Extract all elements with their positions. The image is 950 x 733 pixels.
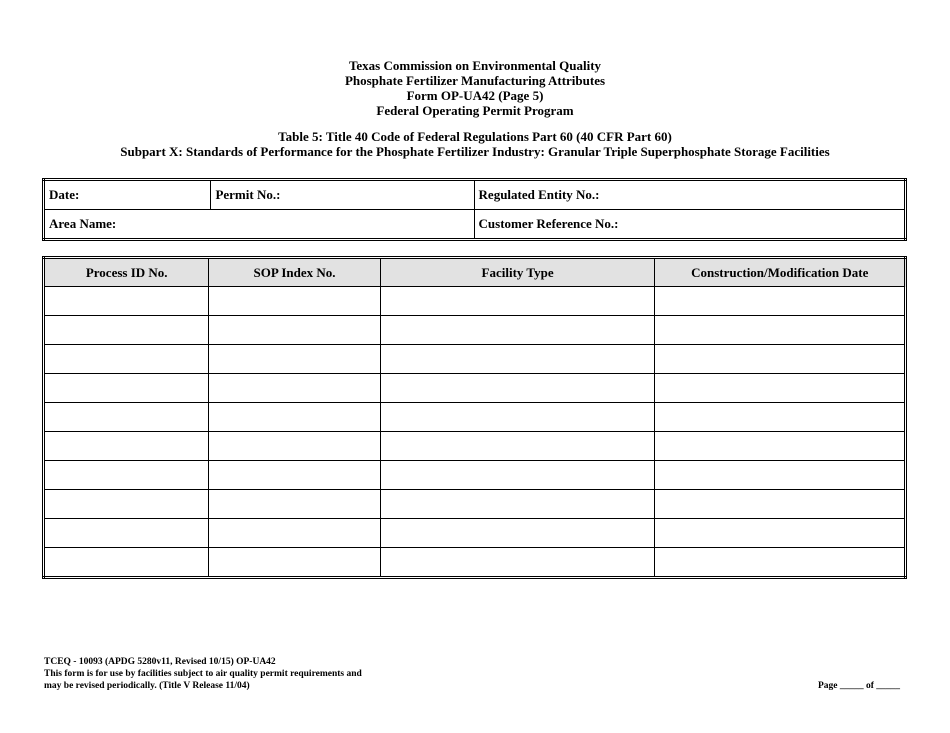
form-id-line: TCEQ - 10093 (APDG 5280v11, Revised 10/15) OP-UA42 (44, 657, 276, 667)
page-number: Page _____ of _____ (818, 681, 901, 691)
sop-index-cell[interactable] (209, 461, 380, 490)
facility-type-cell[interactable] (380, 490, 655, 519)
process-id-cell[interactable] (44, 461, 209, 490)
form-revision-line: may be revised periodically. (Title V Release 11/04) (44, 681, 250, 691)
table-row (44, 461, 906, 490)
table-row (44, 374, 906, 403)
table-row (44, 548, 906, 578)
sop-index-cell[interactable] (209, 345, 380, 374)
customer-reference-field[interactable] (474, 210, 905, 240)
area-name-label: Area Name: (49, 216, 117, 231)
customer-reference-label: Customer Reference No.: (478, 216, 619, 231)
table-row (44, 432, 906, 461)
sop-index-cell[interactable] (209, 432, 380, 461)
form-subject: Phosphate Fertilizer Manufacturing Attributes (344, 73, 606, 88)
subpart-title: Subpart X: Standards of Performance for the Phosphate Fertilizer Industry: Granular Triple Superphosphate Storage Facilities (120, 144, 830, 159)
sop-index-cell[interactable] (209, 519, 380, 548)
table-row (44, 287, 906, 316)
table-title: Table 5: Title 40 Code of Federal Regulations Part 60 (40 CFR Part 60) (278, 129, 672, 144)
sop-index-cell[interactable] (209, 287, 380, 316)
process-id-cell[interactable] (44, 548, 209, 578)
facility-type-cell[interactable] (380, 461, 655, 490)
process-id-cell[interactable] (44, 403, 209, 432)
table-header-row (44, 258, 906, 287)
facility-type-cell[interactable] (380, 287, 655, 316)
construction-date-cell[interactable] (655, 287, 906, 316)
facility-type-cell[interactable] (380, 345, 655, 374)
construction-date-cell[interactable] (655, 345, 906, 374)
construction-date-cell[interactable] (655, 432, 906, 461)
facility-type-cell[interactable] (380, 374, 655, 403)
regulated-entity-label: Regulated Entity No.: (478, 187, 600, 202)
column-header-sop-index: SOP Index No. (209, 258, 380, 287)
table-row (44, 519, 906, 548)
process-id-cell[interactable] (44, 316, 209, 345)
info-table (42, 178, 907, 241)
construction-date-cell[interactable] (655, 548, 906, 578)
regulated-entity-field[interactable] (474, 180, 905, 210)
permit-field[interactable] (211, 180, 474, 210)
facility-type-cell[interactable] (380, 403, 655, 432)
construction-date-cell[interactable] (655, 490, 906, 519)
construction-date-cell[interactable] (655, 403, 906, 432)
column-header-construction-date: Construction/Modification Date (655, 258, 906, 287)
sop-index-cell[interactable] (209, 374, 380, 403)
process-id-cell[interactable] (44, 287, 209, 316)
table-row (44, 490, 906, 519)
form-header (0, 58, 950, 159)
form-footer (44, 656, 362, 692)
program-name: Federal Operating Permit Program (376, 103, 574, 118)
facility-type-cell[interactable] (380, 519, 655, 548)
table-row (44, 403, 906, 432)
column-header-facility-type: Facility Type (380, 258, 655, 287)
table-row (44, 345, 906, 374)
construction-date-cell[interactable] (655, 519, 906, 548)
facility-table (42, 256, 907, 579)
sop-index-cell[interactable] (209, 548, 380, 578)
table-row (44, 316, 906, 345)
column-header-process-id: Process ID No. (44, 258, 209, 287)
permit-label: Permit No.: (215, 187, 281, 202)
facility-type-cell[interactable] (380, 548, 655, 578)
date-label: Date: (49, 187, 80, 202)
facility-type-cell[interactable] (380, 432, 655, 461)
facility-type-cell[interactable] (380, 316, 655, 345)
construction-date-cell[interactable] (655, 461, 906, 490)
area-name-field[interactable] (44, 210, 475, 240)
sop-index-cell[interactable] (209, 403, 380, 432)
process-id-cell[interactable] (44, 490, 209, 519)
process-id-cell[interactable] (44, 519, 209, 548)
sop-index-cell[interactable] (209, 490, 380, 519)
construction-date-cell[interactable] (655, 374, 906, 403)
process-id-cell[interactable] (44, 345, 209, 374)
process-id-cell[interactable] (44, 374, 209, 403)
form-usage-line: This form is for use by facilities subject to air quality permit requirements and (44, 669, 362, 679)
agency-name: Texas Commission on Environmental Quality (348, 58, 602, 73)
process-id-cell[interactable] (44, 432, 209, 461)
form-number: Form OP-UA42 (Page 5) (406, 88, 544, 103)
construction-date-cell[interactable] (655, 316, 906, 345)
date-field[interactable] (44, 180, 211, 210)
sop-index-cell[interactable] (209, 316, 380, 345)
